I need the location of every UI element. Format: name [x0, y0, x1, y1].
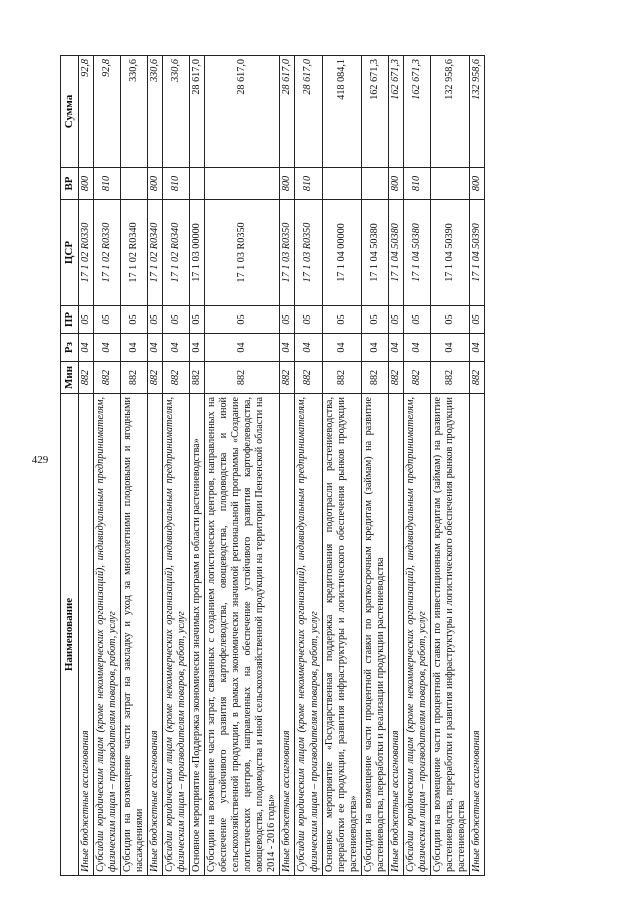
- row-name: Субсидии на возмещение части процентной ставки по краткосрочным кредитам (займам) на развитие растениеводства, переработки и реализации продукции растениеводства: [361, 394, 388, 876]
- row-vr: [430, 168, 469, 200]
- row-sum: 92,8: [94, 56, 121, 168]
- row-name: Субсидии на возмещение части затрат на закладку и уход за многолетними плодовыми и ягодными насаждениями: [121, 394, 148, 876]
- row-name: Иные бюджетные ассигнования: [280, 394, 295, 876]
- row-min: 882: [403, 362, 430, 394]
- row-name: Субсидии юридическим лицам (кроме некоммерческих организаций), индивидуальным предпринимателям, физическим лицам – производителям товаров, работ, услуг: [94, 394, 121, 876]
- row-csr: 17 1 04 50390: [430, 200, 469, 306]
- row-rz: 04: [295, 334, 322, 362]
- row-min: 882: [205, 362, 280, 394]
- row-name: Основное мероприятие «Поддержка экономически значимых программ в области растениеводства»: [190, 394, 205, 876]
- row-min: 882: [295, 362, 322, 394]
- row-pr: 05: [190, 306, 205, 334]
- table-row: [361, 56, 388, 876]
- row-sum: 132 958,6: [469, 56, 484, 168]
- header-vr: ВР: [61, 168, 79, 200]
- row-vr: 810: [403, 168, 430, 200]
- row-vr: [190, 168, 205, 200]
- row-pr: 05: [322, 306, 361, 334]
- row-min: 882: [322, 362, 361, 394]
- header-rz: Рз: [61, 334, 79, 362]
- row-vr: 810: [163, 168, 190, 200]
- row-min: 882: [94, 362, 121, 394]
- row-min: 882: [163, 362, 190, 394]
- row-vr: 800: [280, 168, 295, 200]
- row-pr: 05: [121, 306, 148, 334]
- row-min: 882: [361, 362, 388, 394]
- row-sum: 330,6: [121, 56, 148, 168]
- row-sum: 162 671,3: [388, 56, 403, 168]
- row-pr: 05: [469, 306, 484, 334]
- table-row: [148, 56, 163, 876]
- row-rz: 04: [148, 334, 163, 362]
- row-rz: 04: [469, 334, 484, 362]
- row-pr: 05: [403, 306, 430, 334]
- row-min: 882: [78, 362, 93, 394]
- row-csr: 17 1 03 00000: [190, 200, 205, 306]
- row-pr: 05: [388, 306, 403, 334]
- row-pr: 05: [205, 306, 280, 334]
- row-vr: 810: [94, 168, 121, 200]
- table-row: [78, 56, 93, 876]
- table-row: [280, 56, 295, 876]
- table-row: [94, 56, 121, 876]
- row-pr: 05: [78, 306, 93, 334]
- row-sum: 330,6: [148, 56, 163, 168]
- table-row: [190, 56, 205, 876]
- row-csr: 17 1 03 R0350: [295, 200, 322, 306]
- row-csr: 17 1 03 R0350: [205, 200, 280, 306]
- header-min: Мин: [61, 362, 79, 394]
- table-row: [295, 56, 322, 876]
- row-min: 882: [388, 362, 403, 394]
- row-min: 882: [430, 362, 469, 394]
- row-min: 882: [190, 362, 205, 394]
- row-vr: [361, 168, 388, 200]
- row-rz: 04: [280, 334, 295, 362]
- row-min: 882: [148, 362, 163, 394]
- header-csr: ЦСР: [61, 200, 79, 306]
- table-row: [388, 56, 403, 876]
- table-row: [430, 56, 469, 876]
- row-vr: 800: [388, 168, 403, 200]
- row-name: Иные бюджетные ассигнования: [469, 394, 484, 876]
- row-rz: 04: [322, 334, 361, 362]
- row-csr: 17 1 04 00000: [322, 200, 361, 306]
- row-sum: 162 671,3: [361, 56, 388, 168]
- row-name: Субсидии юридическим лицам (кроме некоммерческих организаций), индивидуальным предпринимателям, физическим лицам – производителям товаров, работ, услуг: [295, 394, 322, 876]
- row-pr: 05: [430, 306, 469, 334]
- table-row: [403, 56, 430, 876]
- row-sum: 330,6: [163, 56, 190, 168]
- row-csr: 17 1 04 50380: [388, 200, 403, 306]
- row-sum: 132 958,6: [430, 56, 469, 168]
- row-name: Субсидии юридическим лицам (кроме некоммерческих организаций), индивидуальным предпринимателям, физическим лицам – производителям товаров, работ, услуг: [163, 394, 190, 876]
- table-body: [78, 56, 484, 876]
- row-csr: 17 1 04 50380: [403, 200, 430, 306]
- table-row: [121, 56, 148, 876]
- row-csr: 17 1 02 R0330: [94, 200, 121, 306]
- row-name: Иные бюджетные ассигнования: [148, 394, 163, 876]
- row-rz: 04: [388, 334, 403, 362]
- row-csr: 17 1 02 R0340: [148, 200, 163, 306]
- row-rz: 04: [205, 334, 280, 362]
- row-pr: 05: [361, 306, 388, 334]
- row-rz: 04: [163, 334, 190, 362]
- row-rz: 04: [94, 334, 121, 362]
- row-min: 882: [469, 362, 484, 394]
- page-number: 429: [31, 454, 49, 466]
- row-vr: 800: [469, 168, 484, 200]
- table-row: [469, 56, 484, 876]
- rotated-table-container: [60, 56, 572, 876]
- row-vr: 800: [148, 168, 163, 200]
- row-csr: 17 1 03 R0350: [280, 200, 295, 306]
- row-pr: 05: [280, 306, 295, 334]
- row-vr: [205, 168, 280, 200]
- row-vr: [322, 168, 361, 200]
- row-sum: 28 617,0: [205, 56, 280, 168]
- header-sum: Сумма: [61, 56, 79, 168]
- row-csr: 17 1 02 R0340: [121, 200, 148, 306]
- row-csr: 17 1 02 R0330: [78, 200, 93, 306]
- row-min: 882: [121, 362, 148, 394]
- table-row: [322, 56, 361, 876]
- row-vr: 800: [78, 168, 93, 200]
- row-name: Субсидии юридическим лицам (кроме некоммерческих организаций), индивидуальным предпринимателям, физическим лицам – производителям товаров, работ, услуг: [403, 394, 430, 876]
- row-sum: 162 671,3: [403, 56, 430, 168]
- row-rz: 04: [190, 334, 205, 362]
- row-pr: 05: [163, 306, 190, 334]
- row-csr: 17 1 04 50390: [469, 200, 484, 306]
- row-name: Иные бюджетные ассигнования: [388, 394, 403, 876]
- row-name: Субсидии на возмещение части процентной ставки по инвестиционным кредитам (займам) на развитие растениеводства, переработки и развития инфраструктуры и логистического обеспечения рынков продукции растениеводства: [430, 394, 469, 876]
- row-rz: 04: [361, 334, 388, 362]
- row-name: Основное мероприятие «Государственная поддержка кредитования подотрасли растениеводства, переработки ее продукции, развития инфраструктуры и логистического обеспечения рынков продукции растениеводства»: [322, 394, 361, 876]
- row-sum: 28 617,0: [295, 56, 322, 168]
- row-pr: 05: [94, 306, 121, 334]
- budget-table: [60, 55, 485, 876]
- row-rz: 04: [78, 334, 93, 362]
- row-sum: 418 084,1: [322, 56, 361, 168]
- header-name: Наименование: [61, 394, 79, 876]
- table-row: [205, 56, 280, 876]
- row-vr: 810: [295, 168, 322, 200]
- header-pr: ПР: [61, 306, 79, 334]
- row-vr: [121, 168, 148, 200]
- row-csr: 17 1 02 R0340: [163, 200, 190, 306]
- row-pr: 05: [295, 306, 322, 334]
- table-header-row: [61, 56, 79, 876]
- row-sum: 28 617,0: [190, 56, 205, 168]
- row-rz: 04: [430, 334, 469, 362]
- row-rz: 04: [121, 334, 148, 362]
- row-name: Иные бюджетные ассигнования: [78, 394, 93, 876]
- row-min: 882: [280, 362, 295, 394]
- row-rz: 04: [403, 334, 430, 362]
- row-csr: 17 1 04 50380: [361, 200, 388, 306]
- row-sum: 92,8: [78, 56, 93, 168]
- row-name: Субсидии на возмещение части затрат, связанных с созданием логистических центров, направленных на обеспечение устойчивого развития картофелеводства, овощеводства, плодоводства и иной сельскохозяйственной продукции, в рамках экономически значимой региональной программы «Создание логистических центров, направленных на обеспечение устойчивого развития картофелеводства, овощеводства, плодоводства и иной сельскохозяйственной продукции на территории Пензенской области на 2014 - 2016 годы»: [205, 394, 280, 876]
- row-sum: 28 617,0: [280, 56, 295, 168]
- table-row: [163, 56, 190, 876]
- row-pr: 05: [148, 306, 163, 334]
